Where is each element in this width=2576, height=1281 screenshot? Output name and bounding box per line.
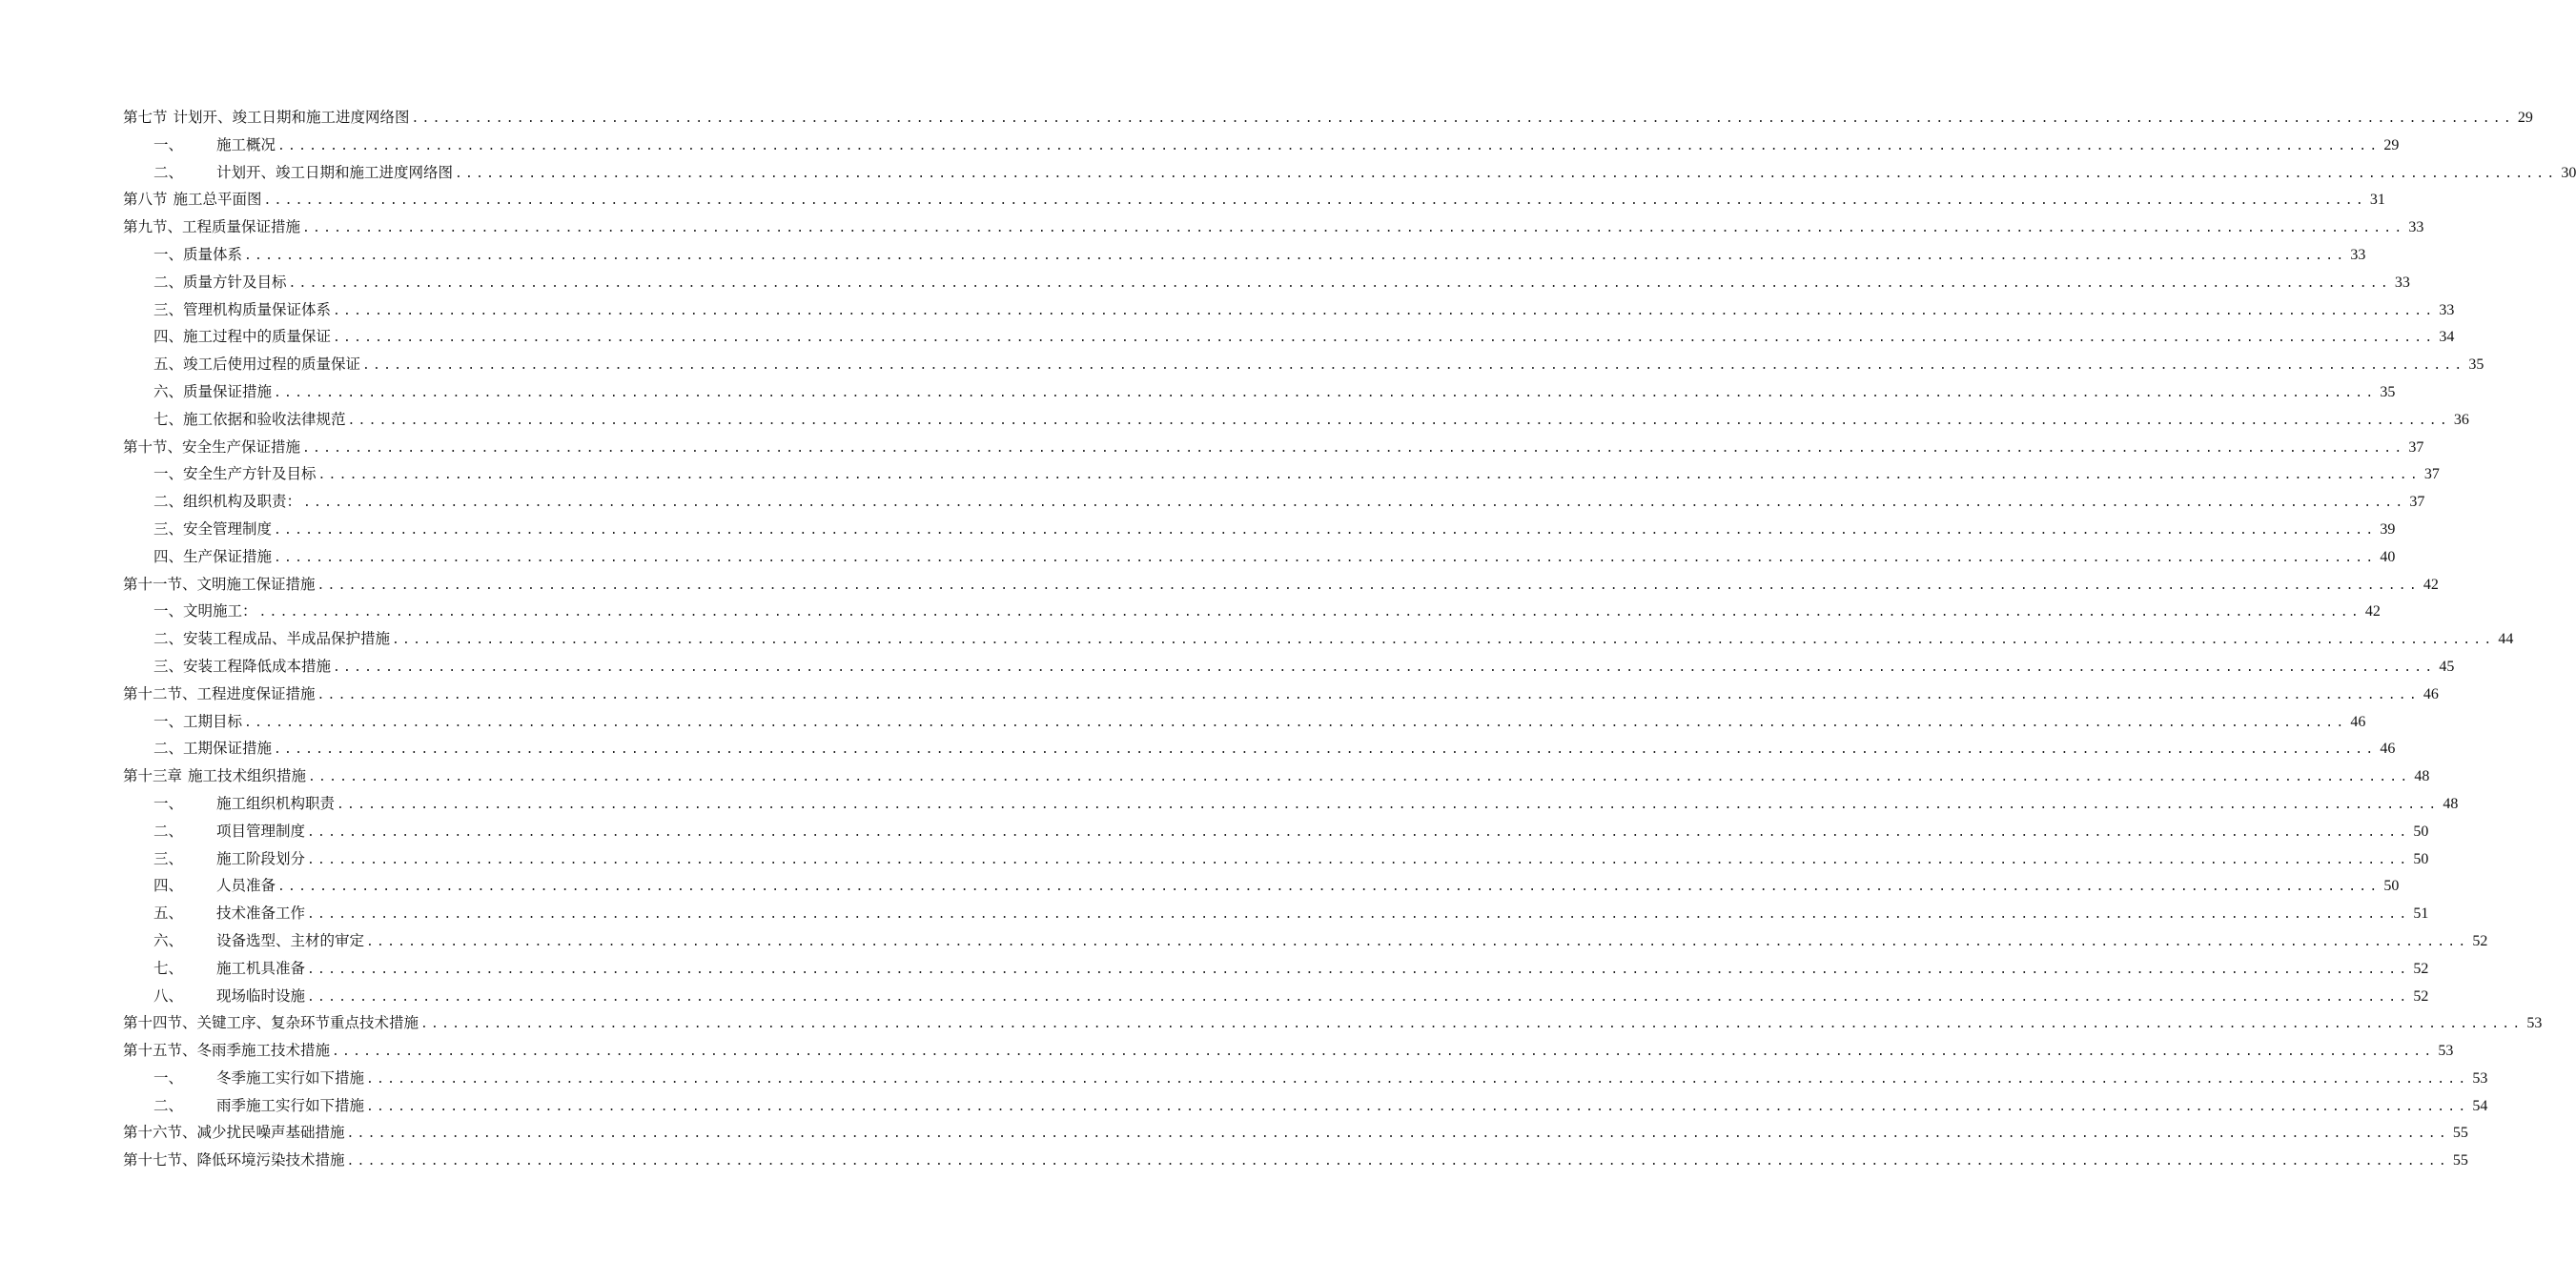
toc-entry-title: 第十二节、工程进度保证措施 [123,684,316,702]
toc-entry-page-number: 48 [2414,768,2430,785]
toc-entry-title: 一、质量体系 [153,245,243,263]
toc-entry-page-number: 52 [2472,932,2488,949]
dot-leader: ........................................................................................................................................................................................................ [244,248,2347,263]
dot-leader: ........................................................................................................................................................................................................ [420,1017,2524,1032]
toc-entry-number: 一、 [153,794,184,812]
toc-entry-title: 第十五节、冬雨季施工技术措施 [123,1042,331,1060]
toc-entry-title: 七、施工依据和验收法律规范 [153,410,346,428]
toc-entry-page-number: 45 [2439,658,2455,675]
toc-entry-title: 施工组织机构职责 [216,794,336,812]
dot-leader: ........................................................................................................................................................................................................ [333,331,2436,346]
toc-entry[interactable] [123,845,2429,873]
toc-entry-page-number: 36 [2453,411,2469,428]
dot-leader: ........................................................................................................................................................................................................ [347,413,2450,428]
toc-entry-page-number: 52 [2413,987,2429,1005]
toc-entry[interactable] [123,186,2385,214]
toc-entry[interactable] [123,104,2533,132]
toc-entry-page-number: 50 [2413,823,2429,840]
toc-entry[interactable] [123,681,2439,708]
dot-leader: ........................................................................................................................................................................................................ [308,770,2411,785]
toc-entry[interactable] [123,790,2459,818]
toc-entry-page-number: 33 [2350,246,2366,263]
toc-entry[interactable] [123,1065,2488,1092]
dot-leader: ........................................................................................................................................................................................................ [366,1099,2469,1114]
dot-leader: ........................................................................................................................................................................................................ [274,385,2377,400]
toc-entry-title: 第十节、安全生产保证措施 [123,437,301,456]
toc-entry-page-number: 54 [2472,1097,2488,1114]
toc-entry[interactable] [123,460,2440,488]
toc-entry-title: 第十六节、减少扰民噪声基础措施 [123,1124,345,1142]
toc-entry[interactable] [123,516,2396,543]
dot-leader: ........................................................................................................................................................................................................ [274,522,2377,538]
dot-leader: ........................................................................................................................................................................................................ [274,550,2377,565]
toc-entry-page-number: 37 [2409,494,2425,511]
toc-entry-title: 二、工期保证措施 [153,740,273,758]
dot-leader: ........................................................................................................................................................................................................ [302,221,2405,236]
dot-leader: ........................................................................................................................................................................................................ [258,605,2361,620]
dot-leader: ........................................................................................................................................................................................................ [307,907,2410,923]
toc-entry-page-number: 46 [2423,685,2439,702]
toc-entry-title: 六、质量保证措施 [153,382,273,400]
toc-entry[interactable] [123,818,2429,845]
toc-entry-title: 一、工期目标 [153,712,243,730]
dot-leader: ........................................................................................................................................................................................................ [366,934,2469,949]
toc-entry-number: 第十三章 [123,767,183,785]
toc-entry[interactable] [123,927,2488,955]
toc-entry-title: 施工机具准备 [216,959,306,977]
toc-entry[interactable] [123,900,2429,927]
toc-entry[interactable] [123,1009,2543,1037]
toc-entry[interactable] [123,132,2400,159]
toc-entry-page-number: 35 [2380,383,2396,400]
toc-entry-number: 第八节 [123,191,168,209]
toc-entry-number: 七、 [153,959,184,977]
dot-leader: ........................................................................................................................................................................................................ [333,660,2436,675]
toc-entry-title: 技术准备工作 [216,905,306,923]
toc-entry[interactable] [123,159,2576,187]
toc-entry[interactable] [123,598,2381,625]
table-of-contents [123,104,2576,1174]
dot-leader: ........................................................................................................................................................................................................ [307,852,2410,867]
dot-leader: ........................................................................................................................................................................................................ [307,962,2410,977]
toc-entry-number: 一、 [153,135,184,153]
toc-entry[interactable] [123,983,2429,1010]
toc-entry[interactable] [123,406,2469,434]
toc-entry-title: 五、竣工后使用过程的质量保证 [153,356,361,374]
toc-entry-page-number: 51 [2413,905,2429,923]
toc-entry-title: 三、安全管理制度 [153,519,273,538]
dot-leader: ........................................................................................................................................................................................................ [307,824,2410,840]
dot-leader: ........................................................................................................................................................................................................ [244,715,2347,730]
toc-entry-title: 第十四节、关键工序、复杂环节重点技术措施 [123,1014,419,1032]
dot-leader: ........................................................................................................................................................................................................ [392,633,2495,648]
toc-entry-title: 计划开、竣工日期和施工进度网络图 [173,109,410,126]
toc-entry-page-number: 53 [2526,1015,2543,1032]
dot-leader: ........................................................................................................................................................................................................ [277,138,2381,153]
dot-leader: ........................................................................................................................................................................................................ [317,687,2420,702]
toc-entry-title: 施工总平面图 [173,191,262,209]
toc-entry-title: 雨季施工实行如下措施 [216,1096,365,1114]
toc-entry-page-number: 37 [2408,438,2424,456]
dot-leader: ........................................................................................................................................................................................................ [346,1127,2449,1142]
toc-entry-page-number: 31 [2369,192,2385,209]
toc-entry-title: 第十一节、文明施工保证措施 [123,575,316,593]
toc-entry-page-number: 53 [2438,1043,2454,1060]
dot-leader: ........................................................................................................................................................................................................ [288,275,2391,291]
toc-entry-page-number: 33 [2408,219,2424,236]
toc-entry-page-number: 33 [2439,301,2455,318]
toc-entry-title: 一、文明施工： [153,602,257,620]
toc-entry-page-number: 46 [2380,741,2396,758]
toc-entry[interactable] [123,323,2455,351]
toc-entry-title: 施工技术组织措施 [188,767,307,785]
toc-entry-title: 人员准备 [216,877,276,895]
toc-entry[interactable] [123,351,2484,378]
toc-entry-page-number: 40 [2380,548,2396,565]
toc-entry-page-number: 46 [2350,713,2366,730]
toc-entry-page-number: 30 [2561,164,2576,181]
dot-leader: ........................................................................................................................................................................................................ [317,578,2420,593]
toc-entry-title: 第十七节、降低环境污染技术措施 [123,1151,345,1169]
toc-entry-page-number: 42 [2423,576,2439,593]
toc-entry-number: 二、 [153,163,184,181]
dot-leader: ........................................................................................................................................................................................................ [366,1071,2469,1087]
toc-entry-page-number: 55 [2452,1125,2468,1142]
toc-entry[interactable] [123,1092,2488,1120]
dot-leader: ........................................................................................................................................................................................................ [277,880,2381,895]
toc-entry-number: 三、 [153,849,184,867]
toc-entry[interactable] [123,872,2400,900]
toc-entry-page-number: 39 [2380,520,2396,538]
toc-entry[interactable] [123,1147,2468,1174]
toc-entry-title: 四、施工过程中的质量保证 [153,328,332,346]
toc-entry-number: 六、 [153,931,184,949]
toc-entry[interactable] [123,653,2455,681]
toc-entry-page-number: 29 [2383,136,2400,153]
toc-entry-title: 二、安装工程成品、半成品保护措施 [153,630,391,648]
toc-entry[interactable] [123,434,2424,461]
dot-leader: ........................................................................................................................................................................................................ [317,468,2421,483]
dot-leader: ........................................................................................................................................................................................................ [274,742,2377,758]
dot-leader: ........................................................................................................................................................................................................ [307,989,2410,1005]
toc-entry-page-number: 44 [2498,631,2514,648]
toc-entry-title: 二、质量方针及目标 [153,273,287,291]
dot-leader: ........................................................................................................................................................................................................ [303,496,2406,511]
dot-leader: ........................................................................................................................................................................................................ [333,303,2436,318]
toc-entry-number: 八、 [153,986,184,1005]
toc-entry[interactable] [123,296,2455,324]
toc-entry-title: 一、安全生产方针及目标 [153,465,317,483]
toc-entry-title: 三、管理机构质量保证体系 [153,300,332,318]
dot-leader: ........................................................................................................................................................................................................ [455,166,2558,181]
toc-entry-number: 二、 [153,1096,184,1114]
toc-entry-title: 施工阶段划分 [216,849,306,867]
toc-entry-number: 二、 [153,822,184,840]
toc-entry-title: 项目管理制度 [216,822,306,840]
toc-entry-title: 四、生产保证措施 [153,547,273,565]
toc-entry-number: 一、 [153,1068,184,1087]
toc-entry-page-number: 55 [2452,1152,2468,1169]
toc-entry-page-number: 42 [2364,603,2381,620]
toc-entry-page-number: 37 [2423,466,2440,483]
toc-entry-page-number: 50 [2413,850,2429,867]
toc-entry[interactable] [123,1119,2468,1147]
toc-entry-title: 设备选型、主材的审定 [216,931,365,949]
toc-entry-title: 施工概况 [216,135,276,153]
toc-entry-page-number: 29 [2517,110,2533,126]
toc-entry-page-number: 53 [2472,1069,2488,1087]
toc-entry-page-number: 34 [2439,329,2455,346]
toc-entry-number: 五、 [153,905,184,923]
dot-leader: ........................................................................................................................................................................................................ [332,1045,2435,1060]
toc-entry-page-number: 50 [2383,878,2400,895]
toc-entry-title: 计划开、竣工日期和施工进度网络图 [216,163,454,181]
toc-entry[interactable] [123,708,2366,736]
dot-leader: ........................................................................................................................................................................................................ [346,1154,2449,1169]
dot-leader: ........................................................................................................................................................................................................ [362,358,2465,374]
dot-leader: ........................................................................................................................................................................................................ [411,112,2514,126]
toc-entry-page-number: 52 [2413,960,2429,977]
toc-entry-page-number: 48 [2443,795,2459,812]
toc-entry-title: 第九节、工程质量保证措施 [123,218,301,236]
toc-entry-title: 三、安装工程降低成本措施 [153,657,332,675]
toc-entry[interactable] [123,762,2430,790]
toc-entry-page-number: 35 [2468,356,2484,374]
toc-entry-title: 现场临时设施 [216,986,306,1005]
toc-entry[interactable] [123,955,2429,983]
toc-entry[interactable] [123,735,2396,762]
toc-entry[interactable] [123,488,2425,516]
toc-entry-title: 冬季施工实行如下措施 [216,1068,365,1087]
toc-entry-title: 二、组织机构及职责： [153,493,302,511]
toc-entry[interactable] [123,571,2439,599]
toc-entry[interactable] [123,378,2396,406]
toc-entry[interactable] [123,1037,2454,1065]
dot-leader: ........................................................................................................................................................................................................ [263,193,2366,209]
dot-leader: ........................................................................................................................................................................................................ [302,440,2405,456]
toc-entry[interactable] [123,269,2410,296]
toc-entry[interactable] [123,241,2366,269]
toc-entry-number: 四、 [153,877,184,895]
toc-entry[interactable] [123,543,2396,571]
toc-entry-number: 第七节 [123,109,168,126]
toc-entry[interactable] [123,625,2514,653]
toc-entry[interactable] [123,214,2424,241]
toc-entry-page-number: 33 [2394,274,2410,291]
dot-leader: ........................................................................................................................................................................................................ [337,797,2440,812]
